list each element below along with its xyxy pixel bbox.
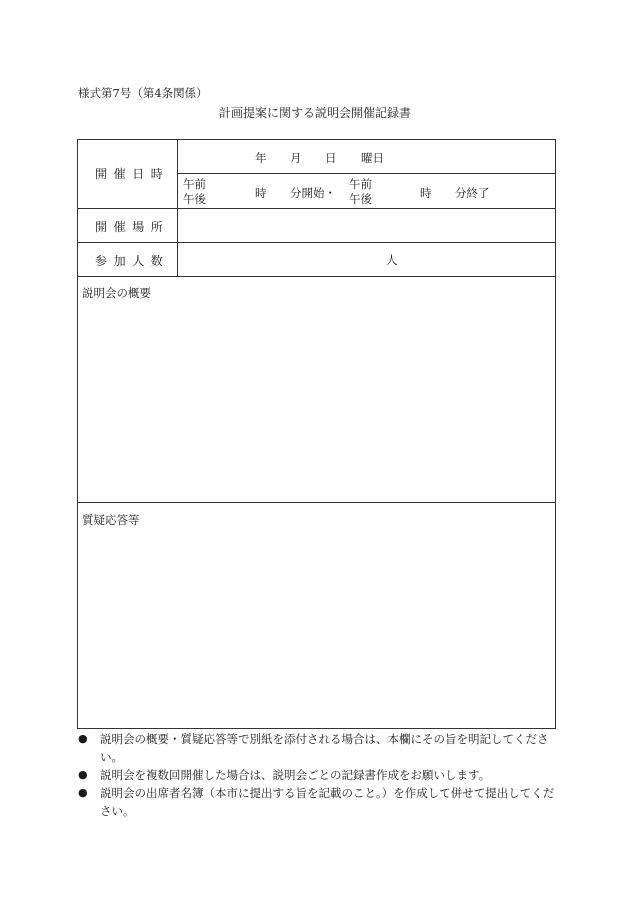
note-item: [78, 730, 556, 766]
label-column-divider: [177, 139, 178, 276]
start-hour: 時: [255, 186, 267, 200]
row-divider-after-attendees: [77, 276, 556, 277]
end-hour: 時: [420, 186, 432, 200]
qa-label: 質疑応答等: [82, 513, 140, 527]
end-am: 午前: [349, 177, 372, 191]
attendees-label: 参加人数: [95, 254, 170, 268]
document-title: 計画提案に関する説明会開催記録書: [218, 106, 411, 120]
end-minute: 分終了: [455, 186, 490, 200]
datetime-label: 開催日時: [95, 167, 170, 181]
note-text: 説明会の出席者名簿（本市に提出する旨を記載のこと。）を作成して併せて提出してください。: [100, 786, 555, 818]
row-divider-datetime-inner: [177, 173, 556, 174]
place-label: 開催場所: [95, 220, 170, 234]
start-am: 午前: [183, 177, 206, 191]
end-pm: 午後: [349, 192, 372, 206]
date-month: 月: [290, 151, 302, 165]
date-day: 日: [325, 151, 337, 165]
start-pm: 午後: [183, 192, 206, 206]
note-item: [78, 784, 556, 820]
bullet-icon: ●: [78, 786, 88, 799]
note-item: [78, 766, 556, 784]
note-text: 説明会を複数回開催した場合は、説明会ごとの記録書作成をお願いします。: [100, 768, 491, 782]
overview-label: 説明会の概要: [82, 286, 151, 300]
attendees-unit: 人: [386, 253, 398, 267]
bullet-icon: ●: [78, 732, 88, 745]
note-text: 説明会の概要・質疑応答等で別紙を添付される場合は、本欄にその旨を明記してください。: [100, 732, 549, 764]
row-divider-after-overview: [77, 502, 556, 503]
start-minute: 分開始・: [290, 186, 336, 200]
row-divider-after-datetime: [77, 208, 556, 209]
notes-list: [78, 730, 556, 820]
date-year: 年: [255, 151, 267, 165]
date-weekday: 曜日: [361, 151, 384, 165]
form-number: 様式第7号（第4条関係）: [78, 86, 208, 100]
bullet-icon: ●: [78, 768, 88, 781]
row-divider-after-place: [77, 242, 556, 243]
